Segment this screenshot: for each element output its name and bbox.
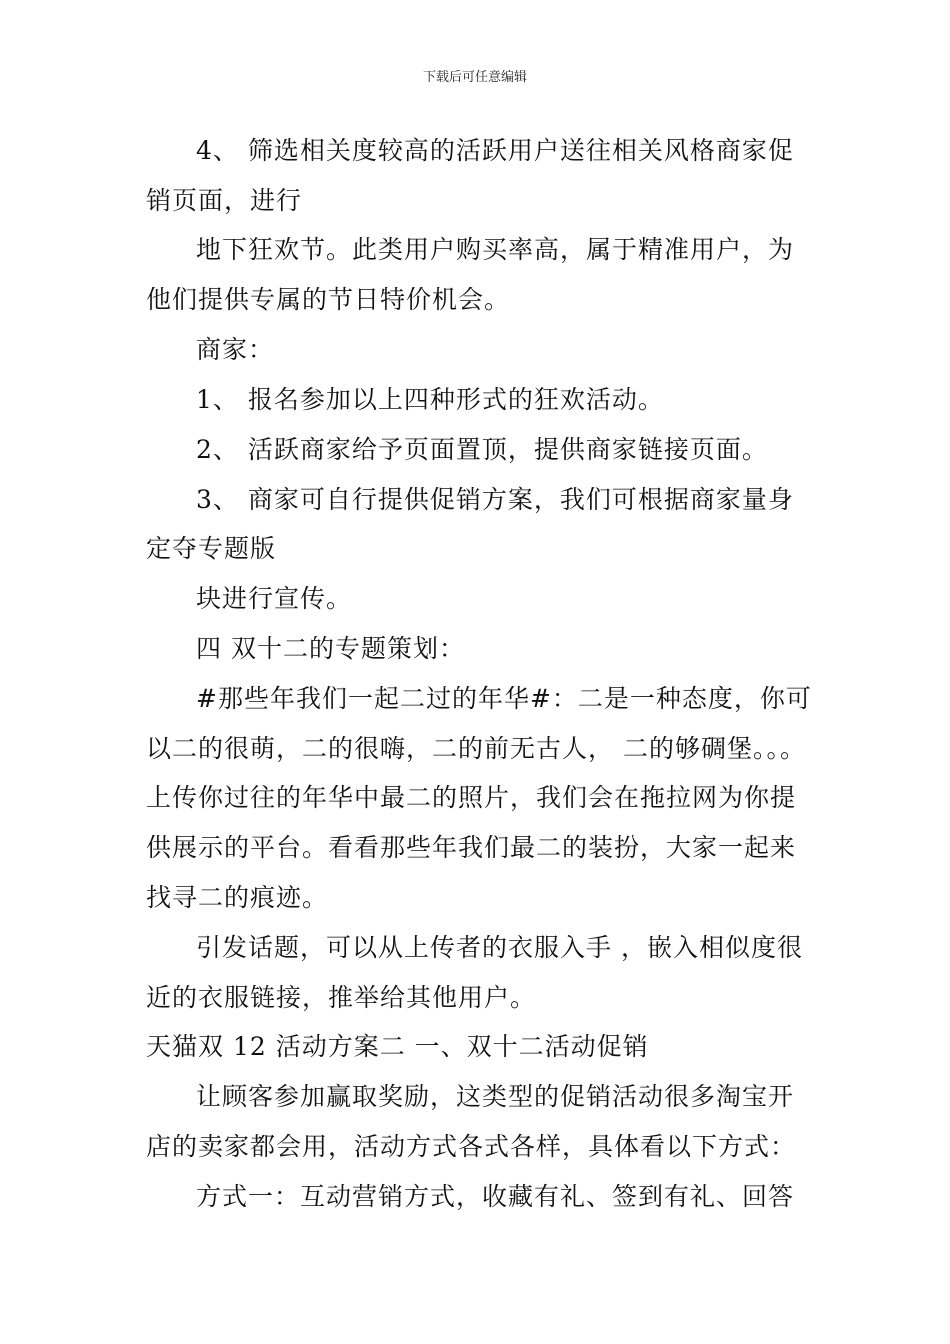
text-line: 销页面，进行 [146, 186, 303, 215]
text-line: 四 双十二的专题策划： [196, 634, 465, 663]
text-line: 店的卖家都会用，活动方式各式各样，具体看以下方式： [146, 1132, 797, 1161]
text-line: 地下狂欢节。此类用户购买率高，属于精准用户，为 [196, 235, 795, 264]
text-line: 他们提供专属的节日特价机会。 [146, 285, 511, 314]
text-line: 商家： [196, 335, 275, 364]
text-line: 上传你过往的年华中最二的照片，我们会在拖拉网为你提 [146, 783, 797, 812]
text-line: 3、 商家可自行提供促销方案，我们可根据商家量身 [196, 485, 794, 514]
text-line: 2、 活跃商家给予页面置顶，提供商家链接页面。 [196, 435, 768, 464]
text-line: 4、 筛选相关度较高的活跃用户送往相关风格商家促 [196, 136, 794, 165]
text-line: 天猫双 12 活动方案二 一、双十二活动促销 [146, 1032, 649, 1061]
page-header: 下载后可任意编辑 [422, 70, 527, 85]
text-line: 定夺专题版 [146, 534, 277, 563]
text-line: 块进行宣传。 [196, 584, 353, 613]
text-line: 让顾客参加赢取奖励，这类型的促销活动很多淘宝开 [196, 1082, 795, 1111]
text-line: 引发话题，可以从上传者的衣服入手 ，嵌入相似度很 [196, 933, 803, 962]
text-line: #那些年我们一起二过的年华#：二是一种态度，你可 [196, 684, 812, 713]
text-line: 以二的很萌，二的很嗨，二的前无古人， 二的够碉堡。。。 [146, 734, 806, 763]
text-line: 供展示的平台。看看那些年我们最二的装扮，大家一起来 [146, 833, 797, 862]
text-line: 找寻二的痕迹。 [146, 883, 329, 912]
text-line: 近的衣服链接，推举给其他用户。 [146, 983, 537, 1012]
text-line: 方式一：互动营销方式，收藏有礼、签到有礼、回答 [196, 1182, 795, 1211]
text-line: 1、 报名参加以上四种形式的狂欢活动。 [196, 385, 664, 414]
